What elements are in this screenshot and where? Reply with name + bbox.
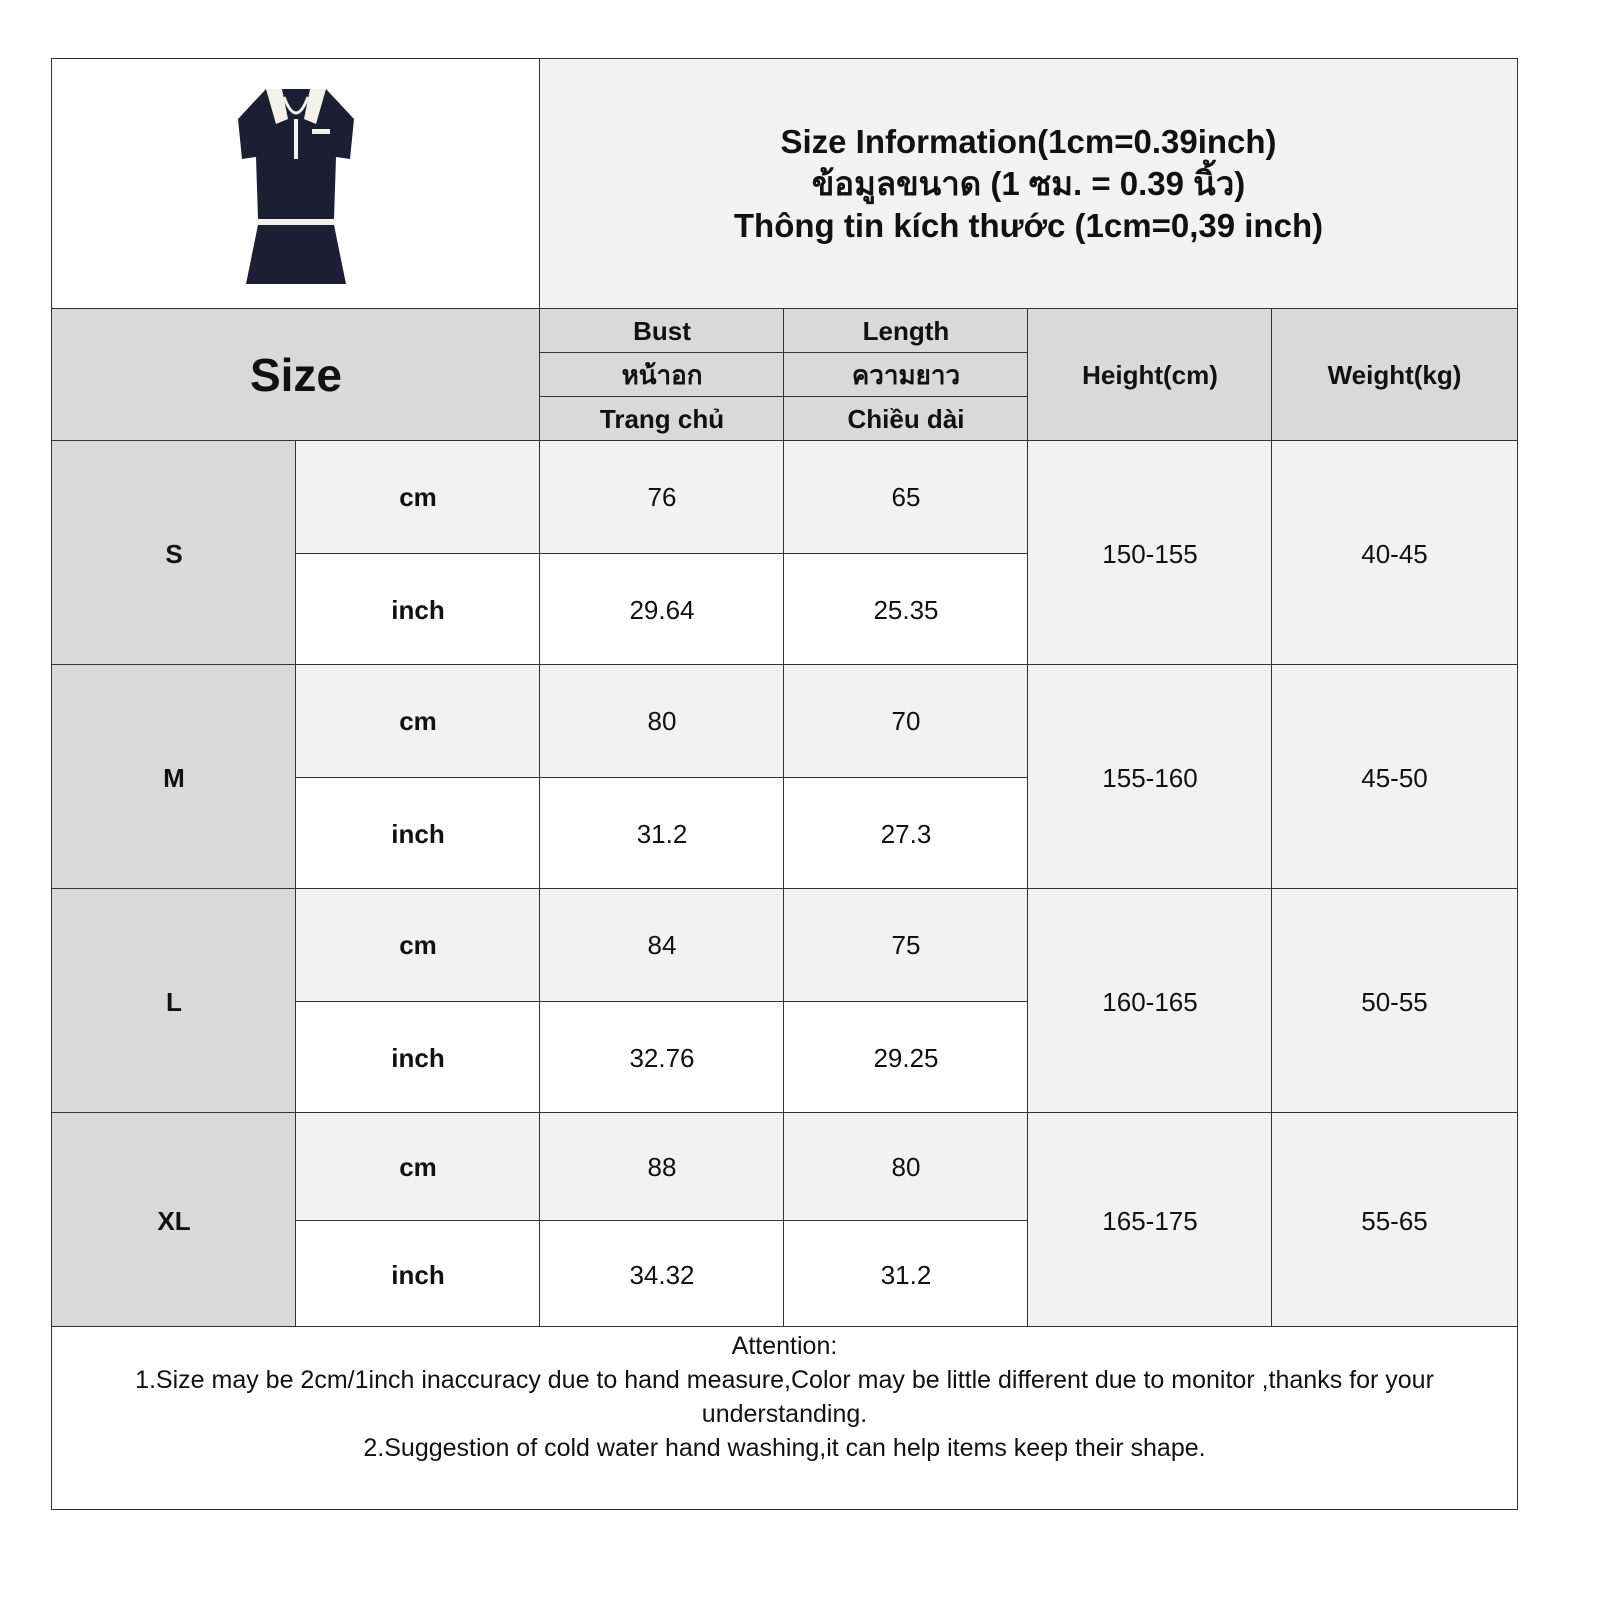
size-label: S bbox=[51, 440, 297, 668]
size-information-title bbox=[539, 58, 1518, 310]
unit-cm: cm bbox=[295, 1112, 541, 1222]
height-range: 160-165 bbox=[1027, 888, 1273, 1116]
size-label: L bbox=[51, 888, 297, 1116]
unit-inch: inch bbox=[295, 1001, 541, 1116]
header-length-th: ความยาว bbox=[783, 352, 1029, 398]
unit-cm: cm bbox=[295, 888, 541, 1003]
bust-cm: 84 bbox=[539, 888, 785, 1003]
weight-range: 55-65 bbox=[1271, 1112, 1518, 1330]
unit-inch: inch bbox=[295, 777, 541, 892]
unit-inch: inch bbox=[295, 1220, 541, 1330]
bust-cm: 88 bbox=[539, 1112, 785, 1222]
title-en: Size Information(1cm=0.39inch) bbox=[780, 123, 1277, 160]
height-range: 150-155 bbox=[1027, 440, 1273, 668]
unit-cm: cm bbox=[295, 440, 541, 555]
size-label: XL bbox=[51, 1112, 297, 1330]
dress-image bbox=[226, 79, 366, 289]
length-inch: 31.2 bbox=[783, 1220, 1029, 1330]
notes-line2: 2.Suggestion of cold water hand washing,it can help items keep their shape. bbox=[363, 1434, 1206, 1462]
unit-inch: inch bbox=[295, 553, 541, 668]
title-vi: Thông tin kích thước (1cm=0,39 inch) bbox=[733, 207, 1324, 244]
attention-notes bbox=[51, 1326, 1518, 1510]
weight-range: 50-55 bbox=[1271, 888, 1518, 1116]
header-height: Height(cm) bbox=[1027, 308, 1273, 442]
title-th: ข้อมูลขนาด (1 ซม. = 0.39 นิ้ว) bbox=[811, 165, 1246, 202]
length-cm: 65 bbox=[783, 440, 1029, 555]
header-weight: Weight(kg) bbox=[1271, 308, 1518, 442]
header-length-en: Length bbox=[783, 308, 1029, 354]
header-size: Size bbox=[51, 308, 541, 442]
header-length-vi: Chiều dài bbox=[783, 396, 1029, 442]
height-range: 165-175 bbox=[1027, 1112, 1273, 1330]
bust-cm: 80 bbox=[539, 664, 785, 779]
bust-inch: 29.64 bbox=[539, 553, 785, 668]
size-label: M bbox=[51, 664, 297, 892]
weight-range: 45-50 bbox=[1271, 664, 1518, 892]
notes-heading: Attention: bbox=[731, 1332, 838, 1360]
length-cm: 80 bbox=[783, 1112, 1029, 1222]
notes-line1: 1.Size may be 2cm/1inch inaccuracy due to hand measure,Color may be little different due to monitor ,thanks for your understanding. bbox=[135, 1366, 1434, 1428]
length-inch: 25.35 bbox=[783, 553, 1029, 668]
length-cm: 75 bbox=[783, 888, 1029, 1003]
bust-inch: 34.32 bbox=[539, 1220, 785, 1330]
header-bust-en: Bust bbox=[539, 308, 785, 354]
unit-cm: cm bbox=[295, 664, 541, 779]
bust-cm: 76 bbox=[539, 440, 785, 555]
length-cm: 70 bbox=[783, 664, 1029, 779]
bust-inch: 32.76 bbox=[539, 1001, 785, 1116]
header-bust-vi: Trang chủ bbox=[539, 396, 785, 442]
length-inch: 27.3 bbox=[783, 777, 1029, 892]
length-inch: 29.25 bbox=[783, 1001, 1029, 1116]
product-image-cell bbox=[51, 58, 541, 310]
header-bust-th: หน้าอก bbox=[539, 352, 785, 398]
height-range: 155-160 bbox=[1027, 664, 1273, 892]
weight-range: 40-45 bbox=[1271, 440, 1518, 668]
bust-inch: 31.2 bbox=[539, 777, 785, 892]
